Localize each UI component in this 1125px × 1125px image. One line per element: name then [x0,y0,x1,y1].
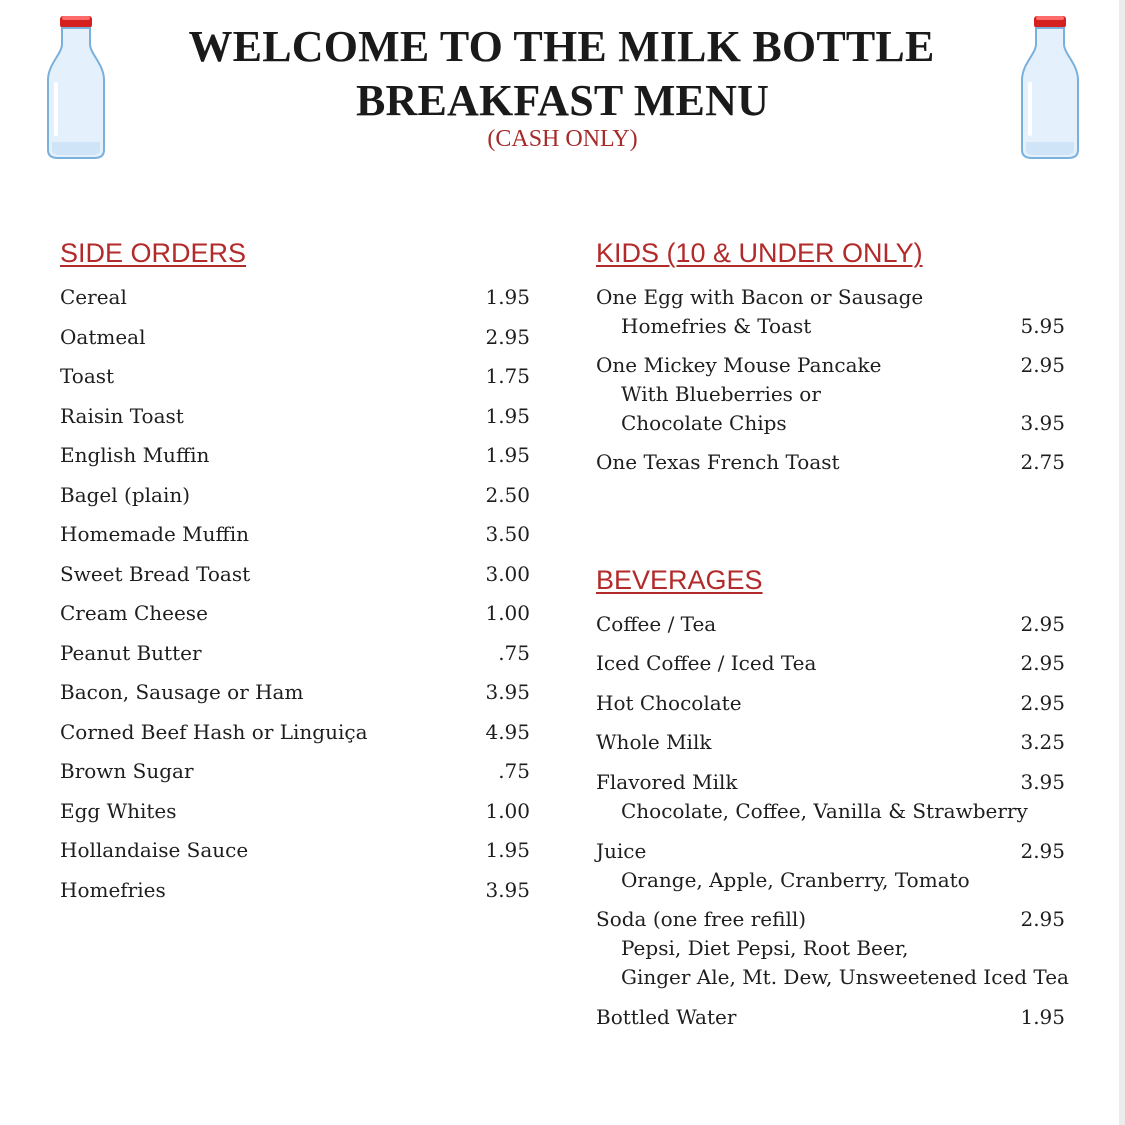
beverages-heading: BEVERAGES [596,565,763,595]
item-name: Bagel (plain) [60,483,191,507]
item-name: Sweet Bread Toast [60,562,251,586]
item-name: Coffee / Tea [596,612,717,636]
menu-title-line2: BREAKFAST MENU [355,76,770,125]
item-price: 1.95 [485,285,530,309]
item-price: 3.95 [485,878,530,902]
item-price: 2.95 [485,325,530,349]
item-name: Soda (one free refill) [596,907,807,931]
item-price: 1.95 [1020,1005,1065,1029]
item-name: Cereal [60,285,127,309]
item-name: Bottled Water [596,1005,737,1029]
page-edge [1119,0,1125,1125]
item-name: Bacon, Sausage or Ham [60,680,304,704]
item-price: 4.95 [485,720,530,744]
item-price: 2.50 [485,483,530,507]
item-price: 2.95 [1020,691,1065,715]
item-price: 1.95 [485,443,530,467]
item-price: 2.95 [1020,353,1065,377]
side-orders-heading: SIDE ORDERS [60,238,247,268]
item-detail: Homefries & Toast [621,314,812,338]
item-name: Oatmeal [60,325,146,349]
item-name: English Muffin [60,443,210,467]
item-price: 2.95 [1020,907,1065,931]
item-name: One Mickey Mouse Pancake [596,353,882,377]
item-name: Whole Milk [596,730,712,754]
item-price: 1.95 [485,838,530,862]
item-detail: Chocolate, Coffee, Vanilla & Strawberry [621,799,1028,823]
item-price: 1.00 [485,601,530,625]
cash-only-note: (CASH ONLY) [487,126,638,152]
item-name: Juice [596,839,647,863]
item-detail: Ginger Ale, Mt. Dew, Unsweetened Iced Tea [621,965,1069,989]
item-price: 1.75 [485,364,530,388]
item-price: 3.50 [485,522,530,546]
item-name: Brown Sugar [60,759,194,783]
item-detail: Chocolate Chips [621,411,787,435]
item-name: Egg Whites [60,799,177,823]
item-name: Iced Coffee / Iced Tea [596,651,817,675]
item-name: One Egg with Bacon or Sausage [596,285,924,309]
item-price: 2.95 [1020,839,1065,863]
kids-heading: KIDS (10 & UNDER ONLY) [596,238,923,268]
item-price: 2.75 [1020,450,1065,474]
item-detail: With Blueberries or [621,382,821,406]
item-detail: Orange, Apple, Cranberry, Tomato [621,868,970,892]
item-name: Peanut Butter [60,641,202,665]
item-name: Hot Chocolate [596,691,742,715]
item-name: Corned Beef Hash or Linguiça [60,720,368,744]
item-price: 3.25 [1020,730,1065,754]
item-price: .75 [498,641,530,665]
item-price: 3.95 [1020,411,1065,435]
item-detail: Pepsi, Diet Pepsi, Root Beer, [621,936,909,960]
item-price: 3.00 [485,562,530,586]
item-price: .75 [498,759,530,783]
item-price: 1.95 [485,404,530,428]
item-name: Homemade Muffin [60,522,250,546]
item-name: Homefries [60,878,166,902]
item-price: 3.95 [1020,770,1065,794]
menu-title: WELCOME TO THE MILK BOTTLE [188,22,935,71]
item-price: 2.95 [1020,651,1065,675]
item-name: Toast [60,364,115,388]
item-price: 5.95 [1020,314,1065,338]
item-price: 3.95 [485,680,530,704]
item-name: Hollandaise Sauce [60,838,249,862]
item-name: One Texas French Toast [596,450,840,474]
item-name: Flavored Milk [596,770,738,794]
item-price: 1.00 [485,799,530,823]
item-name: Cream Cheese [60,601,208,625]
item-price: 2.95 [1020,612,1065,636]
item-name: Raisin Toast [60,404,184,428]
